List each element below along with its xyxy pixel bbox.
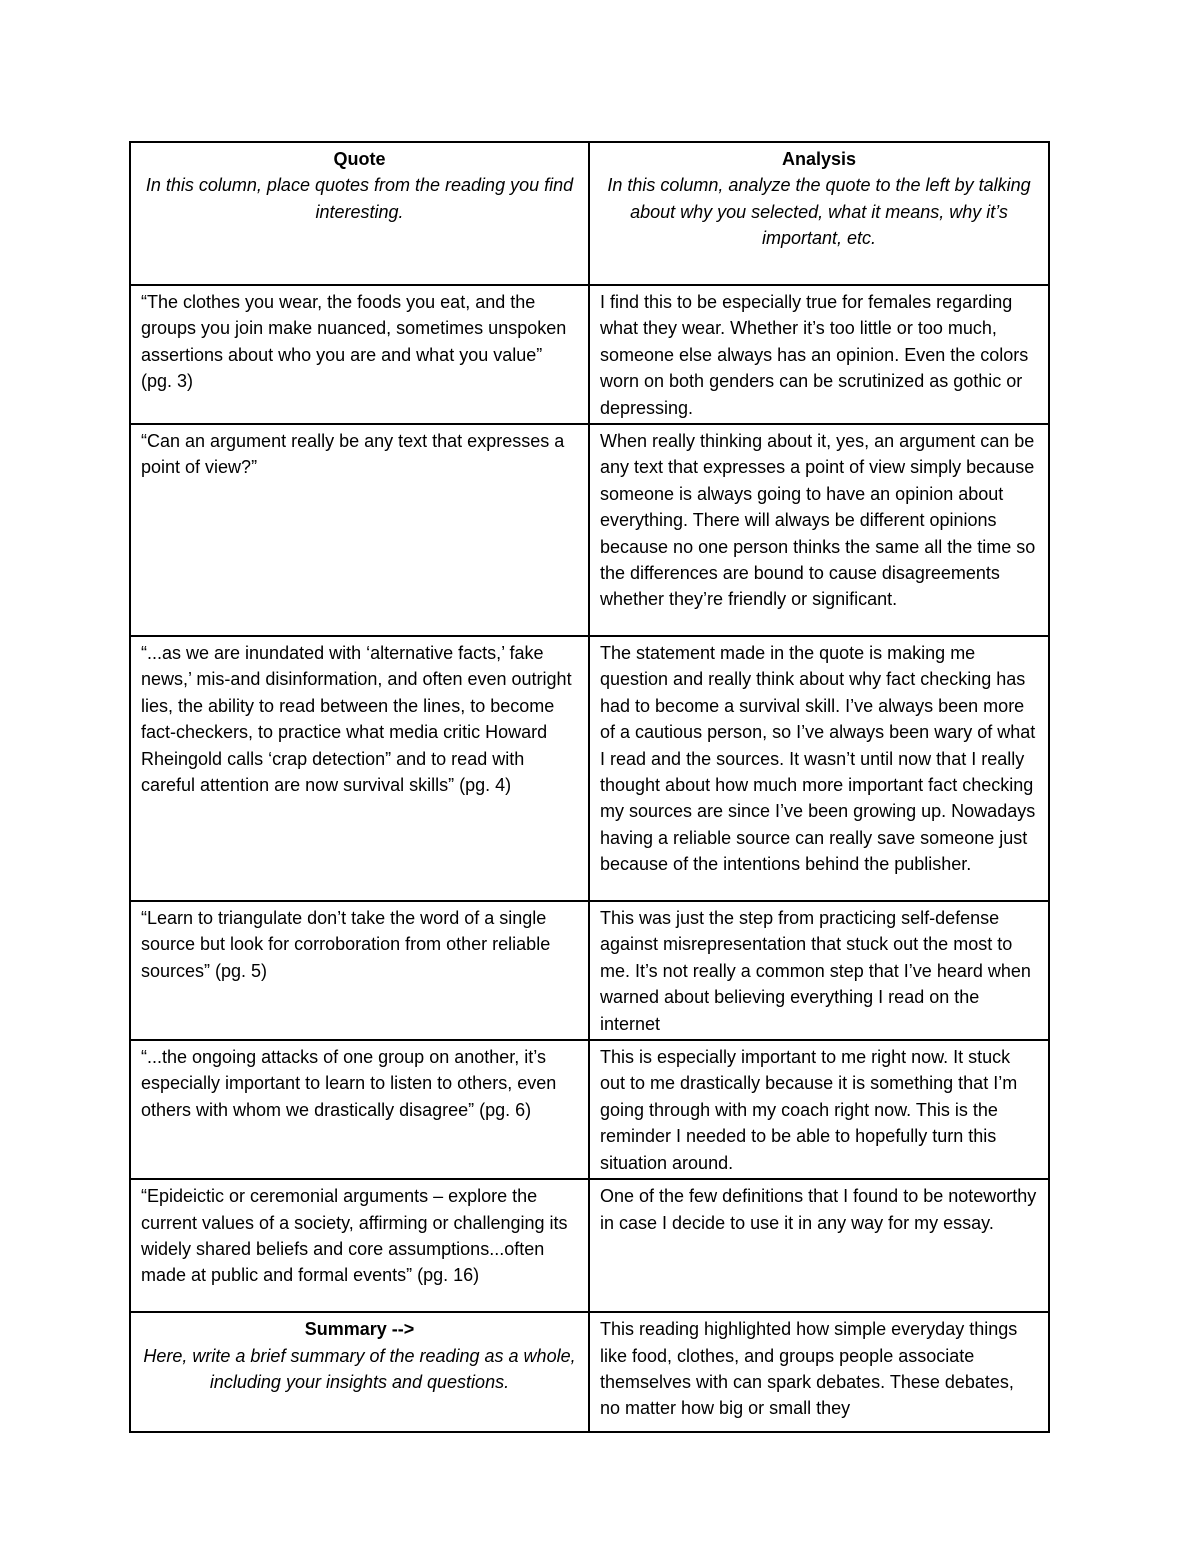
analysis-cell <box>589 636 1049 901</box>
quote-text: “...as we are inundated with ‘alternative facts,’ fake news,’ mis-and disinformation, and often even outright lies, the ability to read between the lines, to become fact-checkers, to practice what media critic Howard Rheingold calls ‘crap detection” and to read with careful attention are now survival skills” (pg. 4) <box>141 643 572 796</box>
quote-cell <box>130 424 589 636</box>
analysis-text: One of the few definitions that I found to be noteworthy in case I decide to use it in any way for my essay. <box>600 1186 1037 1233</box>
table-row <box>130 901 1049 1040</box>
summary-header-cell <box>130 1312 589 1432</box>
quote-header-instructions: In this column, place quotes from the reading you find interesting. <box>145 175 574 222</box>
summary-text: This reading highlighted how simple everyday things like food, clothes, and groups people associate themselves with can spark debates. These debates, no matter how big or small they <box>600 1319 1018 1419</box>
analysis-cell <box>589 1179 1049 1312</box>
summary-text-cell <box>589 1312 1049 1432</box>
quote-analysis-table <box>129 141 1050 1433</box>
table-row <box>130 424 1049 636</box>
analysis-text: When really thinking about it, yes, an argument can be any text that expresses a point of view simply because someone is always going to have an opinion about everything. There will always be different opinions because no one person thinks the same all the time so the differences are bound to cause disagreements whether they’re friendly or significant. <box>600 431 1036 610</box>
analysis-cell <box>589 285 1049 424</box>
analysis-cell <box>589 1040 1049 1179</box>
quote-text: “Learn to triangulate don’t take the word of a single source but look for corroboration from other reliable sources” (pg. 5) <box>141 908 551 981</box>
summary-title: Summary --> <box>304 1319 415 1340</box>
quote-cell <box>130 901 589 1040</box>
quote-text: “The clothes you wear, the foods you eat, and the groups you join make nuanced, sometimes unspoken assertions about who you are and what you value” (pg. 3) <box>141 292 567 392</box>
analysis-text: This was just the step from practicing self-defense against misrepresentation that stuck out the most to me. It’s not really a common step that I’ve heard when warned about believing everything I read on the internet <box>600 908 1031 1034</box>
analysis-header-instructions: In this column, analyze the quote to the left by talking about why you selected, what it means, why it’s important, etc. <box>607 175 1031 249</box>
quote-text: “Can an argument really be any text that expresses a point of view?” <box>141 431 565 478</box>
table-row <box>130 285 1049 424</box>
quote-text: “...the ongoing attacks of one group on another, it’s especially important to learn to listen to others, even others with whom we drastically disagree” (pg. 6) <box>141 1047 557 1120</box>
summary-row <box>130 1312 1049 1432</box>
quote-column-header <box>130 142 589 285</box>
table-row <box>130 636 1049 901</box>
quote-header-title: Quote <box>333 149 386 169</box>
summary-instructions: Here, write a brief summary of the reading as a whole, including your insights and questions. <box>143 1345 576 1392</box>
quote-cell <box>130 1179 589 1312</box>
header-row <box>130 142 1049 285</box>
quote-text: “Epideictic or ceremonial arguments – explore the current values of a society, affirming or challenging its widely shared beliefs and core assumptions...often made at public and formal events” (pg. 16) <box>141 1186 568 1286</box>
analysis-text: This is especially important to me right now. It stuck out to me drastically because it is something that I’m going through with my coach right now. This is the reminder I needed to be able to hopefully turn this situation around. <box>600 1047 1018 1173</box>
analysis-header-title: Analysis <box>781 149 857 169</box>
analysis-column-header <box>589 142 1049 285</box>
quote-cell <box>130 285 589 424</box>
analysis-text: I find this to be especially true for females regarding what they wear. Whether it’s too little or too much, someone else always has an opinion. Even the colors worn on both genders can be scrutinized as gothic or depressing. <box>600 292 1029 418</box>
analysis-cell <box>589 424 1049 636</box>
quote-cell <box>130 636 589 901</box>
table-row <box>130 1040 1049 1179</box>
analysis-text: The statement made in the quote is making me question and really think about why fact checking has had to become a survival skill. I’ve always been more of a cautious person, so I’ve always been wary of what I read and the sources. It wasn’t until now that I really thought about how much more important fact checking my sources are since I’ve been growing up. Nowadays having a reliable source can really save someone just because of the intentions behind the publisher. <box>600 643 1036 875</box>
quote-cell <box>130 1040 589 1179</box>
table-row <box>130 1179 1049 1312</box>
analysis-cell <box>589 901 1049 1040</box>
